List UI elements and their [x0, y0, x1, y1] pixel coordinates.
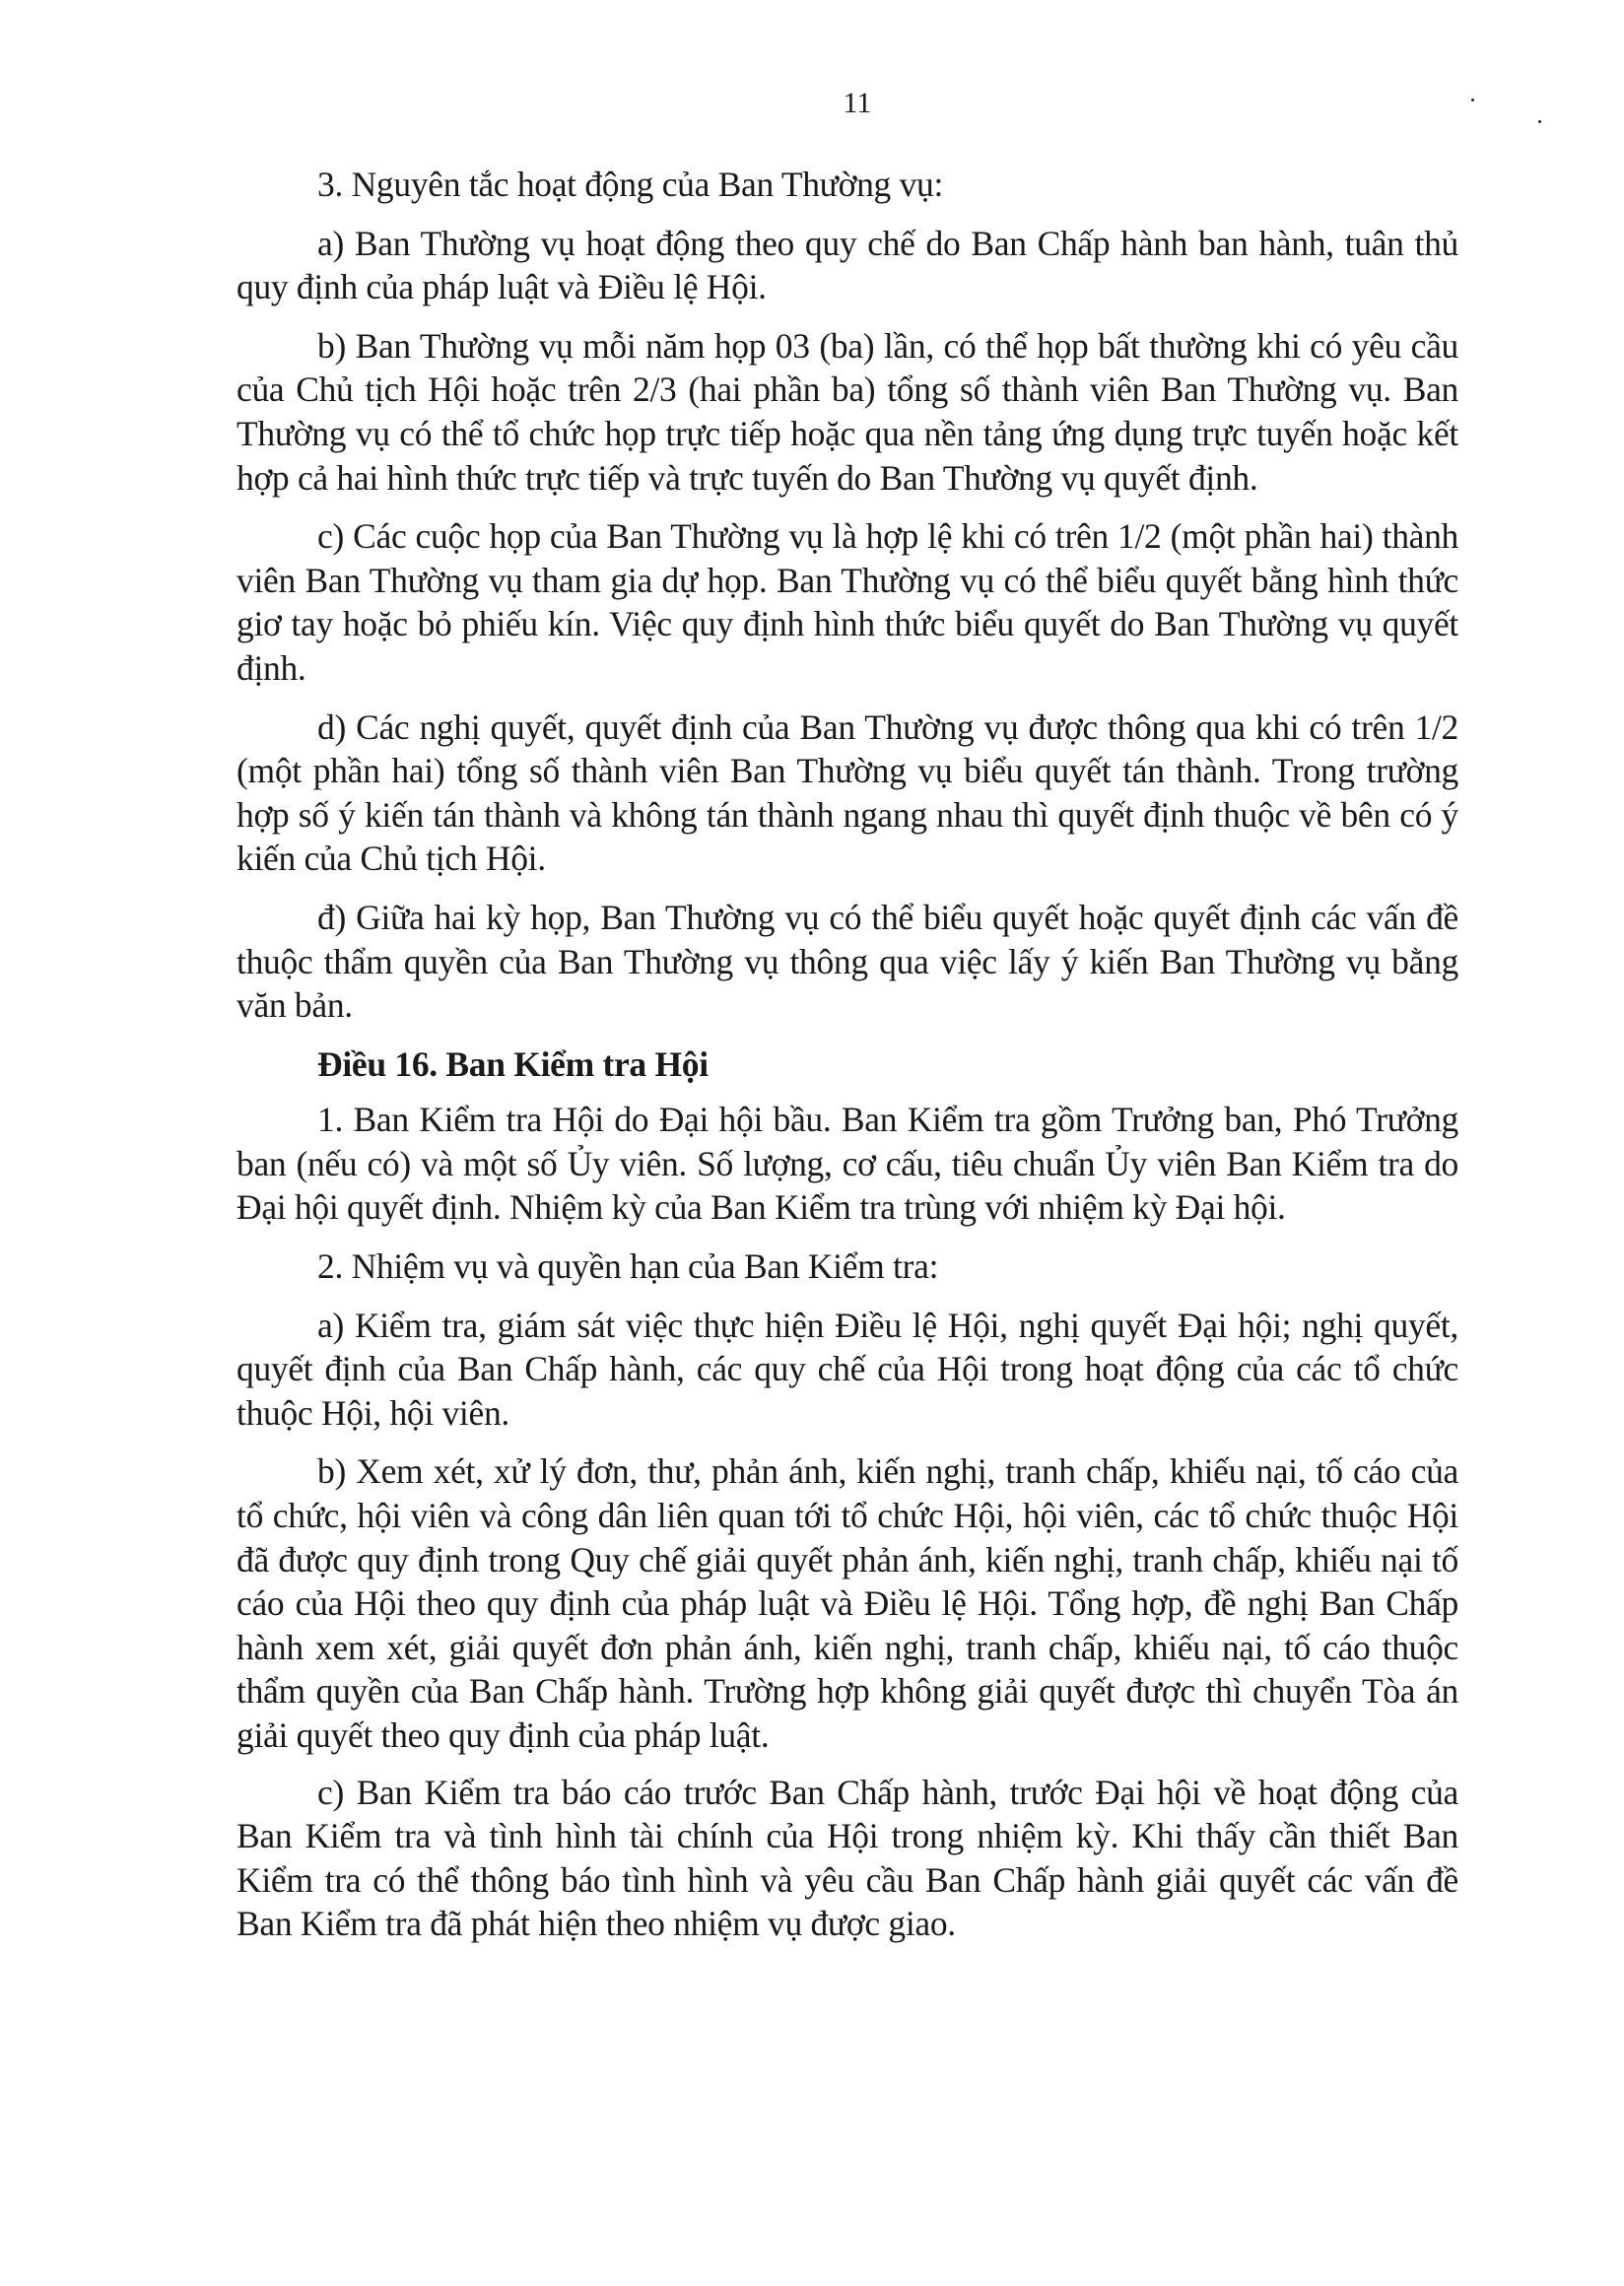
paragraph-principle-c: c) Các cuộc họp của Ban Thường vụ là hợp lệ khi có trên 1/2 (một phần hai) thành viên Ban Thường vụ tham gia dự họp. Ban Thường vụ có thể biểu quyết bằng hình thức giơ tay hoặc bỏ phiếu kín. Việc quy định hình thức biểu quyết do Ban Thường vụ quyết định.: [237, 516, 1458, 688]
paragraph-article16-2: 2. Nhiệm vụ và quyền hạn của Ban Kiểm tra:: [317, 1246, 939, 1287]
scan-speck: [1538, 120, 1541, 123]
paragraph-article16-1: 1. Ban Kiểm tra Hội do Đại hội bầu. Ban Kiểm tra gồm Trưởng ban, Phó Trưởng ban (nếu có) và một số Ủy viên. Số lượng, cơ cấu, tiêu chuẩn Ủy viên Ban Kiểm tra do Đại hội quyết định. Nhiệm kỳ của Ban Kiểm tra trùng với nhiệm kỳ Đại hội.: [237, 1100, 1458, 1228]
page-number: 11: [843, 87, 872, 119]
paragraph-principles-heading: 3. Nguyên tắc hoạt động của Ban Thường vụ:: [317, 165, 944, 204]
paragraph-principle-b: b) Ban Thường vụ mỗi năm họp 03 (ba) lần, có thể họp bất thường khi có yêu cầu của Chủ tịch Hội hoặc trên 2/3 (hai phần ba) tổng số thành viên Ban Thường vụ. Ban Thường vụ có thể tổ chức họp trực tiếp hoặc qua nền tảng ứng dụng trực tuyến hoặc kết hợp cả hai hình thức trực tiếp và trực tuyến do Ban Thường vụ quyết định.: [237, 325, 1458, 498]
paragraph-principle-dd: đ) Giữa hai kỳ họp, Ban Thường vụ có thể biểu quyết hoặc quyết định các vấn đề thuộc thẩm quyền của Ban Thường vụ thông qua việc lấy ý kiến Ban Thường vụ bằng văn bản.: [237, 897, 1458, 1026]
article-16-heading: Điều 16. Ban Kiểm tra Hội: [317, 1043, 709, 1084]
paragraph-article16-2c: c) Ban Kiểm tra báo cáo trước Ban Chấp hành, trước Đại hội về hoạt động của Ban Kiểm tra và tình hình tài chính của Hội trong nhiệm kỳ. Khi thấy cần thiết Ban Kiểm tra có thể thông báo tình hình và yêu cầu Ban Chấp hành giải quyết các vấn đề Ban Kiểm tra đã phát hiện theo nhiệm vụ được giao.: [237, 1772, 1458, 1944]
paragraph-article16-2a: a) Kiểm tra, giám sát việc thực hiện Điều lệ Hội, nghị quyết Đại hội; nghị quyết, quyết định của Ban Chấp hành, các quy chế của Hội trong hoạt động của các tổ chức thuộc Hội, hội viên.: [237, 1305, 1458, 1433]
paragraph-article16-2b: b) Xem xét, xử lý đơn, thư, phản ánh, kiến nghị, tranh chấp, khiếu nại, tố cáo của tổ chức, hội viên và công dân liên quan tới tổ chức Hội, hội viên, các tổ chức thuộc Hội đã được quy định trong Quy chế giải quyết phản ánh, kiến nghị, tranh chấp, khiếu nại tố cáo của Hội theo quy định của pháp luật và Điều lệ Hội. Tổng hợp, đề nghị Ban Chấp hành xem xét, giải quyết đơn phản ánh, kiến nghị, tranh chấp, khiếu nại, tố cáo thuộc thẩm quyền của Ban Chấp hành. Trường hợp không giải quyết được thì chuyển Tòa án giải quyết theo quy định của pháp luật.: [237, 1451, 1458, 1755]
document-body: [237, 163, 1458, 1961]
paragraph-principle-d: d) Các nghị quyết, quyết định của Ban Thường vụ được thông qua khi có trên 1/2 (một phần hai) tổng số thành viên Ban Thường vụ biểu quyết tán thành. Trong trường hợp số ý kiến tán thành và không tán thành ngang nhau thì quyết định thuộc về bên có ý kiến của Chủ tịch Hội.: [237, 706, 1458, 879]
paragraph-principle-a: a) Ban Thường vụ hoạt động theo quy chế do Ban Chấp hành ban hành, tuân thủ quy định của pháp luật và Điều lệ Hội.: [237, 223, 1458, 307]
scan-speck: [1471, 99, 1474, 101]
